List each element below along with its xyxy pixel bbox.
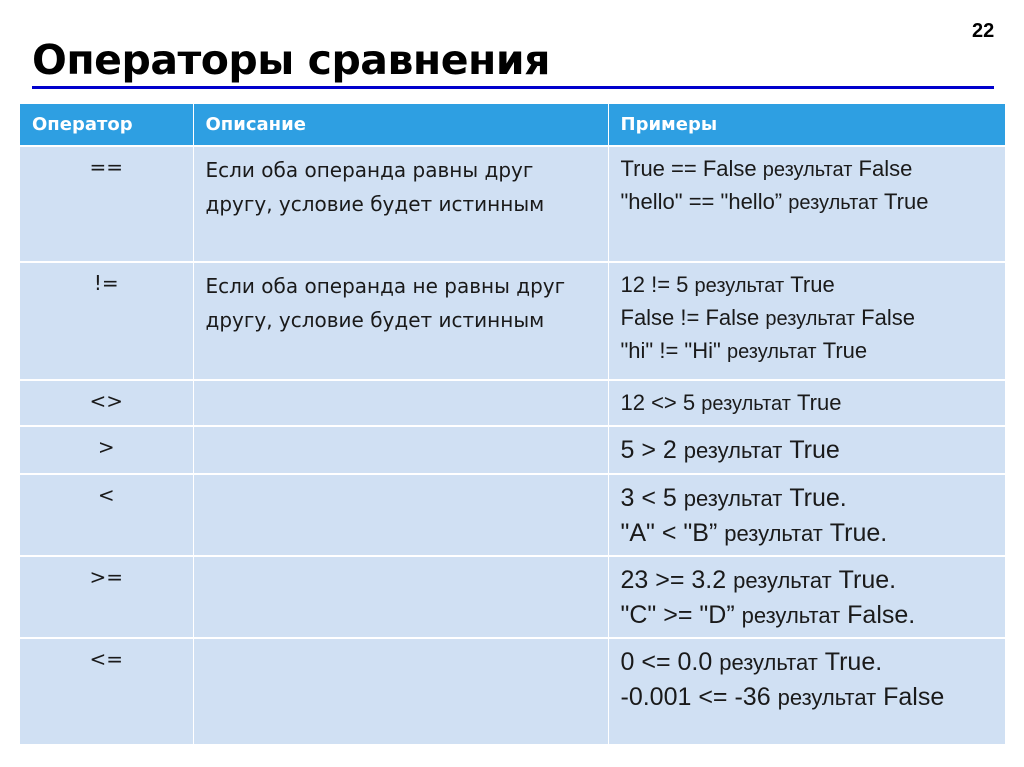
table-row xyxy=(20,474,1005,556)
description-cell xyxy=(193,426,608,474)
example-line: 0 <= 0.0 результат True. xyxy=(620,648,883,676)
operator-cell: <= xyxy=(20,638,193,744)
examples-cell xyxy=(608,146,1005,262)
header-description: Описание xyxy=(193,104,608,146)
table-row xyxy=(20,262,1005,380)
example-line: "C" >= "D” результат False. xyxy=(620,601,916,629)
description-cell xyxy=(193,556,608,638)
operator-cell: < xyxy=(20,474,193,556)
operator-cell: == xyxy=(20,146,193,262)
example-line: -0.001 <= -36 результат False xyxy=(620,683,945,711)
example-line: 3 < 5 результат True. xyxy=(620,484,847,512)
table-row xyxy=(20,426,1005,474)
title-underline xyxy=(32,86,994,89)
slide-title: Операторы сравнения xyxy=(32,36,550,84)
example-line: 12 != 5 результат True xyxy=(620,272,835,297)
example-line: "hi" != "Hi" результат True xyxy=(620,338,868,363)
example-line: False != False результат False xyxy=(620,305,915,330)
description-cell xyxy=(193,638,608,744)
operator-cell: <> xyxy=(20,380,193,426)
description-cell xyxy=(193,474,608,556)
operator-cell: >= xyxy=(20,556,193,638)
examples-cell xyxy=(608,426,1005,474)
example-line: "A" < "B” результат True. xyxy=(620,519,888,547)
operator-cell: > xyxy=(20,426,193,474)
examples-cell xyxy=(608,556,1005,638)
examples-cell xyxy=(608,474,1005,556)
table-row xyxy=(20,556,1005,638)
slide-number: 22 xyxy=(972,20,995,42)
operator-cell: != xyxy=(20,262,193,380)
example-line: 23 >= 3.2 результат True. xyxy=(620,566,897,594)
example-line: "hello" == "hello” результат True xyxy=(620,189,929,214)
header-operator: Оператор xyxy=(20,104,193,146)
comparison-operators-table xyxy=(20,104,1006,744)
description-cell: Если оба операнда не равны друг другу, условие будет истинным xyxy=(193,262,608,380)
example-line: True == False результат False xyxy=(620,156,913,181)
table-row xyxy=(20,380,1005,426)
example-line: 5 > 2 результат True xyxy=(620,436,840,464)
description-cell xyxy=(193,380,608,426)
examples-cell xyxy=(608,638,1005,744)
table-row xyxy=(20,638,1005,744)
description-cell: Если оба операнда равны друг другу, условие будет истинным xyxy=(193,146,608,262)
table-row xyxy=(20,146,1005,262)
example-line: 12 <> 5 результат True xyxy=(620,390,842,415)
examples-cell xyxy=(608,380,1005,426)
header-examples: Примеры xyxy=(608,104,1005,146)
examples-cell xyxy=(608,262,1005,380)
table-header-row xyxy=(20,104,1005,146)
